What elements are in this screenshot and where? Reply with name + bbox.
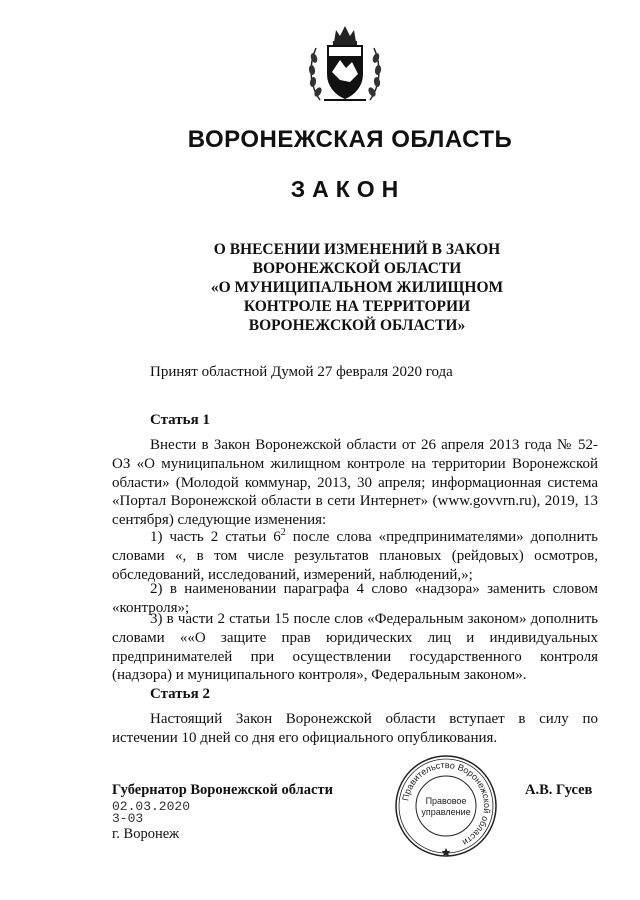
law-title-line: КОНТРОЛЕ НА ТЕРРИТОРИИ	[243, 298, 471, 315]
article-1-item-3: 3) в части 2 статьи 15 после слов «Федеральным законом» дополнить словами ««О защите прав юридических лиц и индивидуальных предпринимателей при осуществлении государственного контроля (надзора) и муниципального контроля», Федеральным законом».	[112, 611, 598, 684]
adoption-line: Принят областной Думой 27 февраля 2020 года	[150, 364, 453, 380]
signer-title: Губернатор Воронежской области	[112, 782, 333, 798]
article-2-text: Настоящий Закон Воронежской области вступает в силу по истечении 10 дней со дня его официального опубликования.	[112, 711, 598, 746]
article-1-intro: Внести в Закон Воронежской области от 26 апреля 2013 года № 52-ОЗ «О муниципальном жилищном контроле на территории Воронежской области» (Молодой коммунар, 2013, 30 апреля; информационная система «Портал Воронежской области в сети Интернет» (www.govvrn.ru), 2019, 13 сентября) следующие изменения:	[112, 437, 598, 529]
article-1-heading: Статья 1	[150, 412, 210, 428]
law-title-line: О ВНЕСЕНИИ ИЗМЕНЕНИЙ В ЗАКОН	[213, 241, 501, 258]
stamp-star-icon	[442, 848, 451, 856]
coat-of-arms-emblem	[306, 22, 384, 106]
signer-name: А.В. Гусев	[525, 782, 593, 798]
signing-city: г. Воронеж	[112, 826, 180, 842]
law-title-line: «О МУНИЦИПАЛЬНОМ ЖИЛИЩНОМ	[210, 279, 504, 296]
stamp-ring-text: Правительство Воронежской области	[400, 759, 493, 848]
law-number: 3-03	[112, 811, 144, 826]
item-1-superscript: 2	[280, 527, 286, 538]
article-1-item-2: 2) в наименовании параграфа 4 слово «надзора» заменить словом «контроля»;	[112, 581, 598, 616]
item-1-text-start: 1) часть 2 статьи 6	[150, 529, 281, 545]
region-heading: ВОРОНЕЖСКАЯ ОБЛАСТЬ	[187, 126, 513, 153]
law-title	[150, 240, 564, 335]
law-title-line: ВОРОНЕЖСКОЙ ОБЛАСТИ»	[248, 317, 466, 334]
article-1-item-1	[112, 524, 598, 584]
article-2-heading: Статья 2	[150, 686, 210, 702]
item-1-text-end: после слова «предпринимателями» дополнить словами «, в том числе результатов плановых (рейдовых) осмотров, обследований, исследований, измерений, наблюдений,»;	[112, 529, 599, 583]
law-title-line: ВОРОНЕЖСКОЙ ОБЛАСТИ	[252, 260, 462, 277]
official-stamp	[392, 752, 500, 860]
stamp-center-line-2: управление	[421, 807, 471, 817]
document-type-heading: ЗАКОН	[290, 176, 406, 202]
signing-date: 02.03.2020	[112, 799, 191, 814]
stamp-center-line-1: Правовое	[425, 796, 467, 806]
